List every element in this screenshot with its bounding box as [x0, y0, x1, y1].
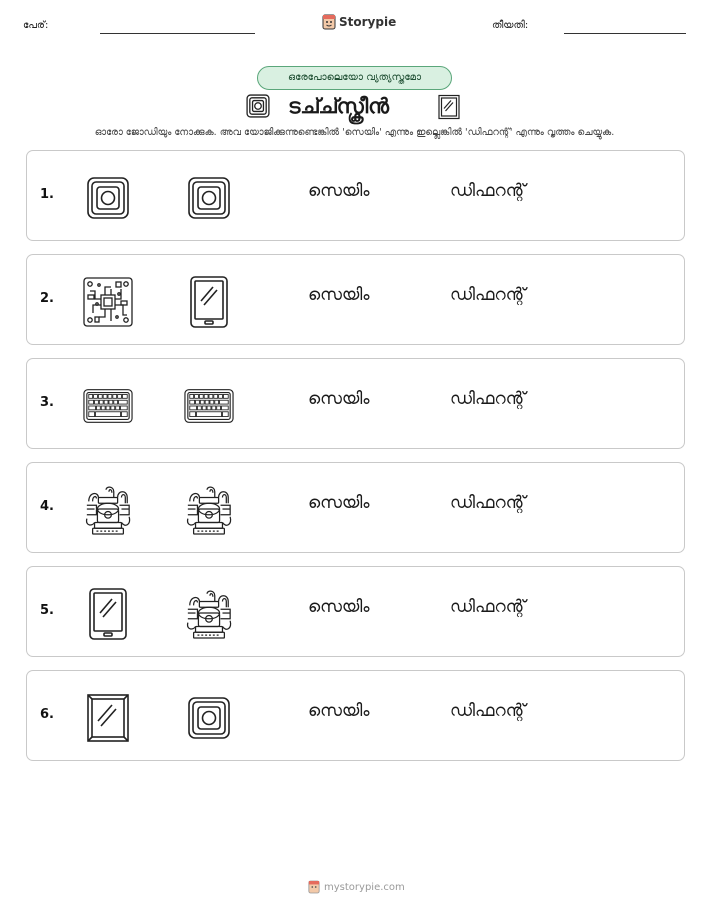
- glass-screen-icon: [83, 691, 133, 745]
- brand-name: Storypie: [339, 15, 397, 29]
- question-number: 5.: [40, 603, 54, 618]
- square-button-icon: [246, 94, 270, 122]
- machinery-icon: [184, 587, 234, 641]
- different-option[interactable]: ഡിഫറന്റ്: [450, 181, 526, 201]
- same-option[interactable]: സെയിം: [308, 597, 370, 617]
- instructions: ഓരോ ജോഡിയും നോക്കുക. അവ യോജിക്കുന്നുണ്ടെങ്കിൽ 'സെയിം' എന്നും ഇല്ലെങ്കിൽ 'ഡിഫറന്റ്' എന്നും വൃത്തം ചെയ്യുക.: [94, 127, 615, 138]
- question-number: 4.: [40, 499, 54, 514]
- machinery-icon: [83, 483, 133, 537]
- question-row: [26, 358, 685, 449]
- question-number: 2.: [40, 291, 54, 306]
- same-option[interactable]: സെയിം: [308, 701, 370, 721]
- tablet-icon: [184, 275, 234, 329]
- question-number: 3.: [40, 395, 54, 410]
- different-option[interactable]: ഡിഫറന്റ്: [450, 285, 526, 305]
- question-row: [26, 462, 685, 553]
- same-option[interactable]: സെയിം: [308, 285, 370, 305]
- worksheet-header: [0, 12, 709, 42]
- footer-url: mystorypie.com: [324, 881, 405, 893]
- circuit-board-icon: [83, 275, 133, 329]
- date-label: തീയതി:: [492, 20, 529, 31]
- different-option[interactable]: ഡിഫറന്റ്: [450, 389, 526, 409]
- question-number: 1.: [40, 187, 54, 202]
- page-title: ടച്ച്സ്ക്രീൻ: [288, 94, 390, 118]
- brand-logo: [322, 14, 396, 30]
- same-option[interactable]: സെയിം: [308, 181, 370, 201]
- question-row: [26, 670, 685, 761]
- title-row: [0, 92, 709, 122]
- name-line[interactable]: [100, 33, 255, 34]
- question-row: [26, 150, 685, 241]
- square-button-icon: [184, 691, 234, 745]
- different-option[interactable]: ഡിഫറന്റ്: [450, 597, 526, 617]
- activity-badge: ഒരേപോലെയോ വ്യത്യസ്തമോ: [257, 66, 452, 90]
- square-button-icon: [83, 171, 133, 225]
- different-option[interactable]: ഡിഫറന്റ്: [450, 493, 526, 513]
- storypie-logo-icon: [322, 14, 336, 30]
- storypie-logo-icon: [308, 880, 320, 894]
- question-number: 6.: [40, 707, 54, 722]
- machinery-icon: [184, 483, 234, 537]
- keyboard-icon: [83, 379, 133, 433]
- question-row: [26, 566, 685, 657]
- keyboard-icon: [184, 379, 234, 433]
- same-option[interactable]: സെയിം: [308, 493, 370, 513]
- same-option[interactable]: സെയിം: [308, 389, 370, 409]
- different-option[interactable]: ഡിഫറന്റ്: [450, 701, 526, 721]
- tablet-icon: [83, 587, 133, 641]
- glass-screen-icon: [438, 94, 460, 124]
- date-line[interactable]: [564, 33, 686, 34]
- square-button-icon: [184, 171, 234, 225]
- name-label: പേര്:: [23, 20, 49, 31]
- footer: [308, 880, 405, 894]
- question-row: [26, 254, 685, 345]
